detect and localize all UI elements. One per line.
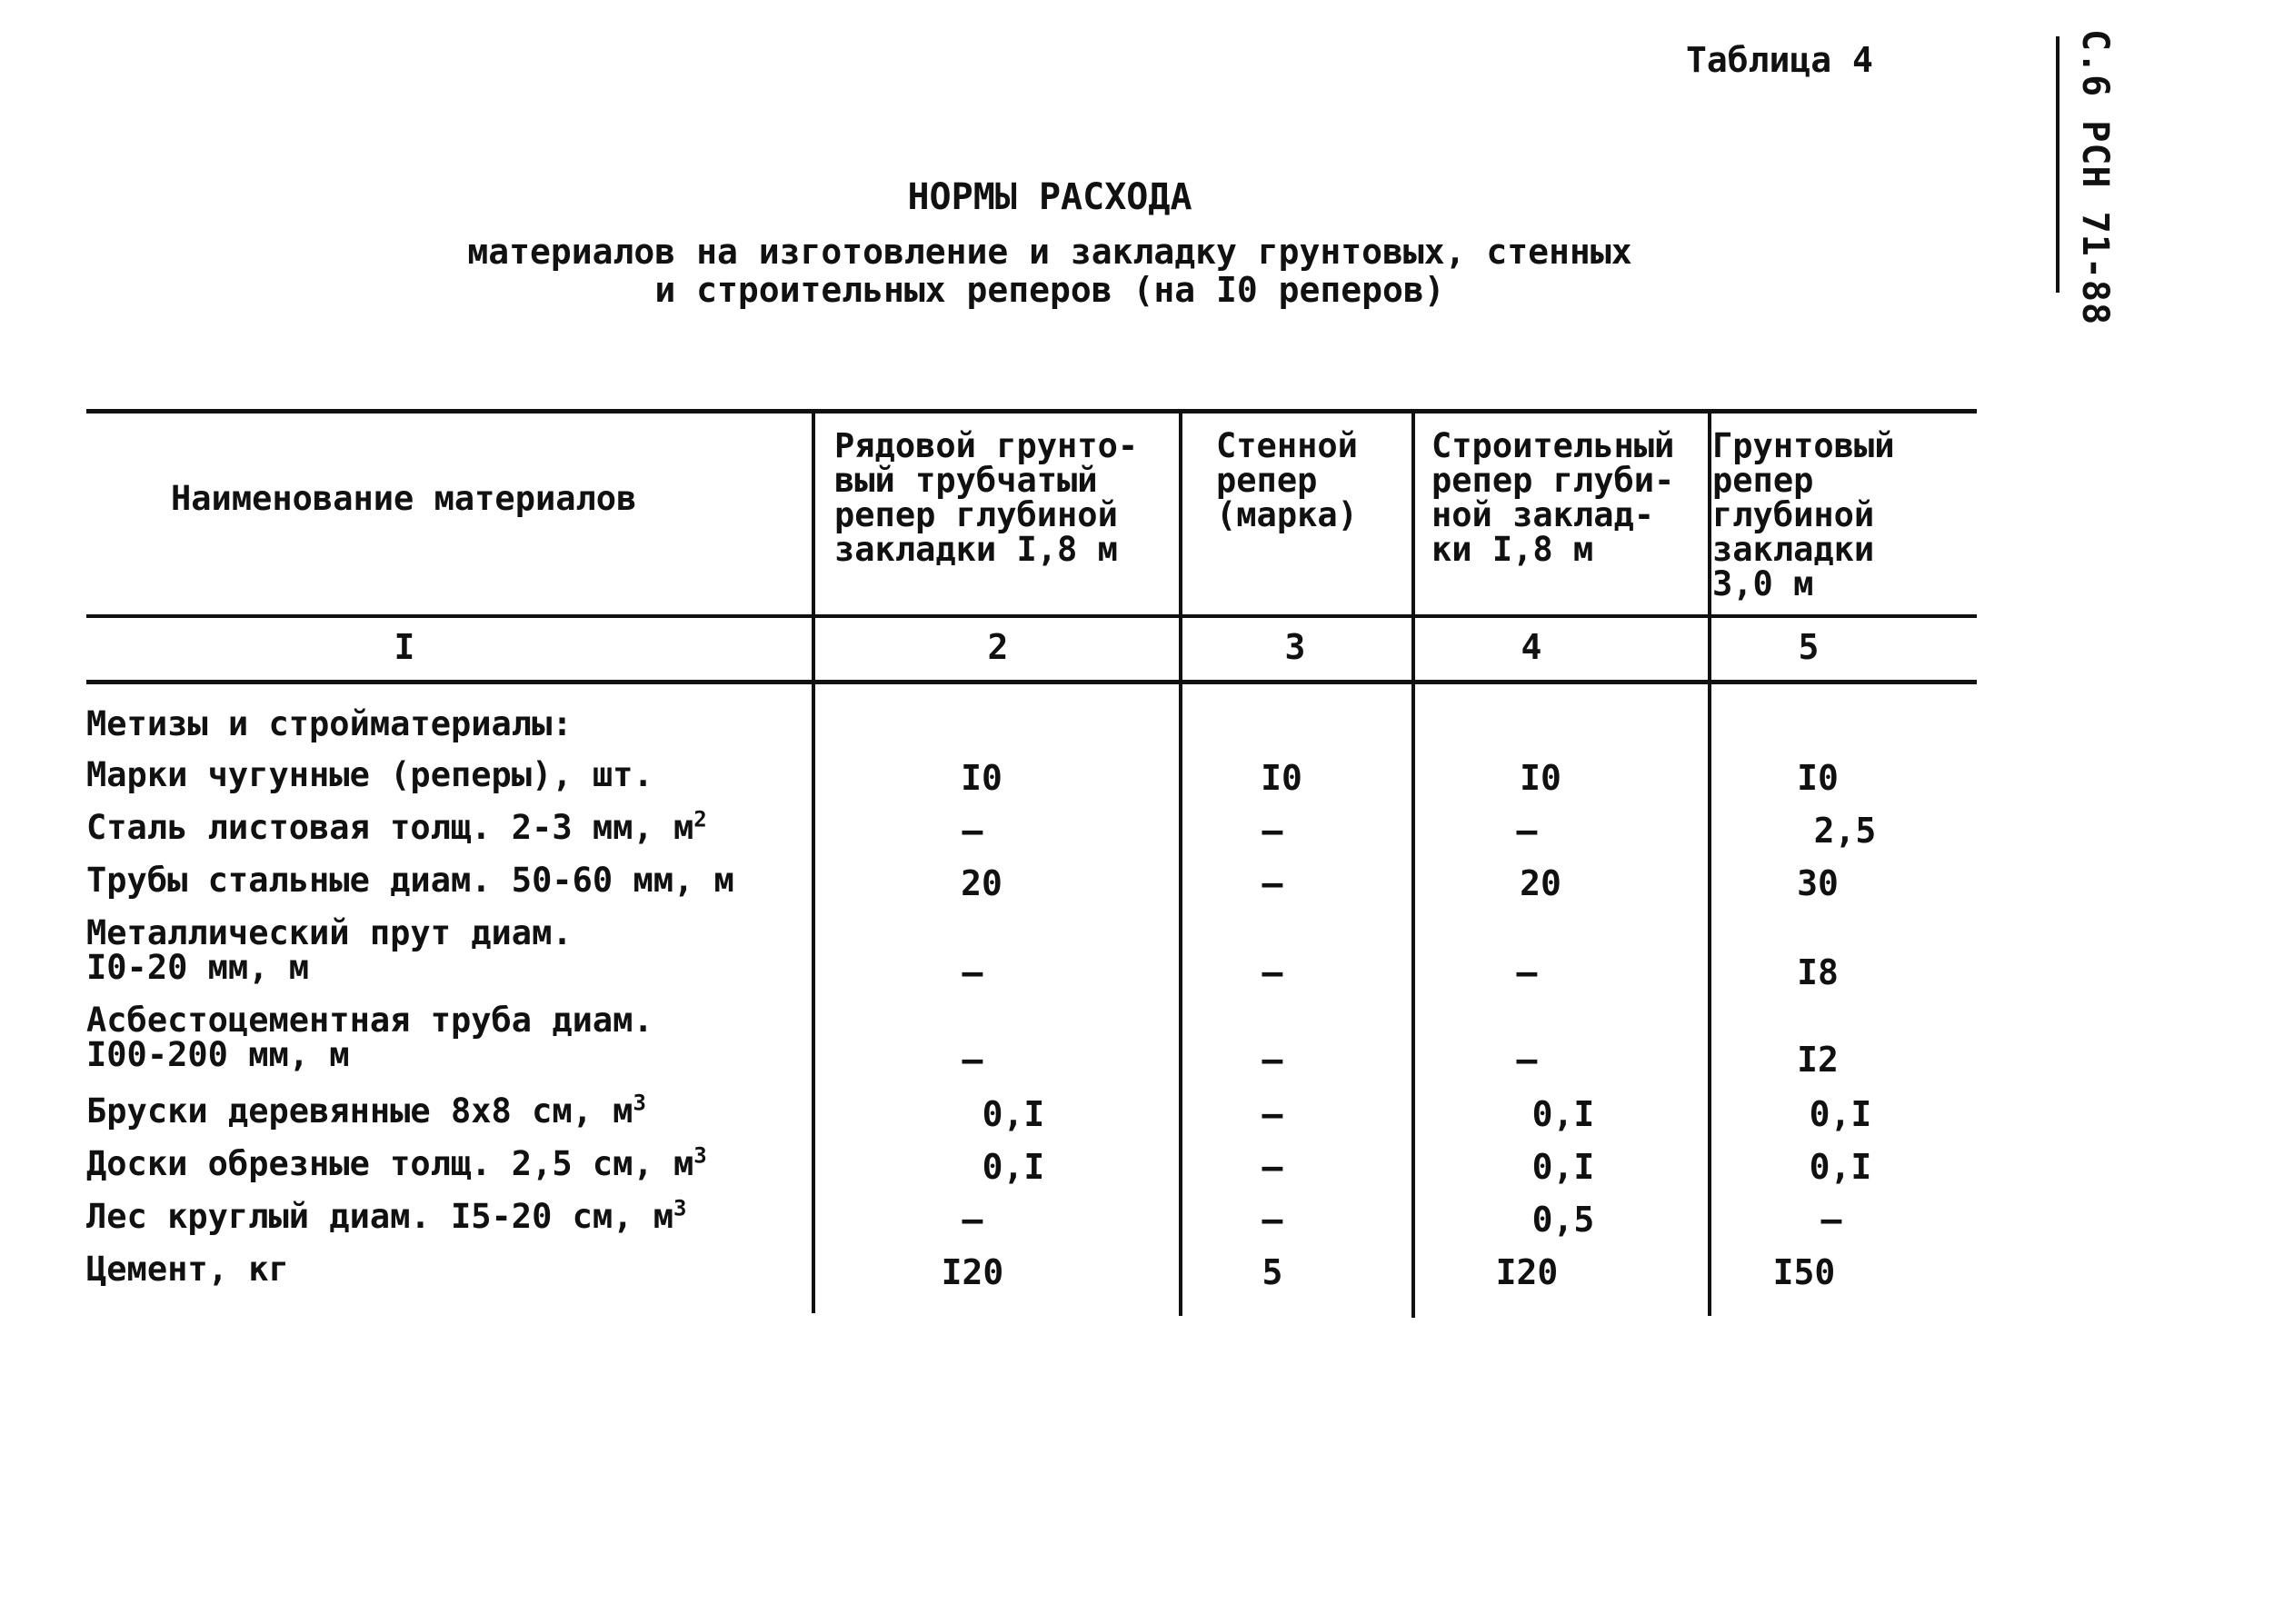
row-value-col5: 30 — [1797, 863, 1839, 903]
row-material-name: Металлический прут диам. I0-20 мм, м — [86, 913, 573, 987]
row-value-col3: – — [1262, 1094, 1283, 1134]
column-number-5: 5 — [1798, 627, 1820, 667]
row-value-col4: 0,I — [1531, 1094, 1595, 1134]
column-number-1: I — [394, 627, 415, 667]
row-value-col2: 20 — [961, 863, 1002, 903]
document-title — [445, 178, 1654, 309]
row-material-name: Сталь листовая толщ. 2-3 мм, $м^2$ — [86, 806, 707, 847]
numbers-bottom-rule — [86, 680, 1977, 684]
row-value-col4: I20 — [1495, 1252, 1559, 1292]
header-bottom-rule — [86, 614, 1977, 618]
section-title: Метизы и стройматериалы: — [86, 704, 573, 743]
row-value-col3: – — [1262, 1040, 1283, 1080]
row-value-col3: – — [1262, 1200, 1283, 1240]
row-value-col5: I2 — [1797, 1040, 1839, 1080]
row-material-name: Марки чугунные (реперы), шт. — [86, 755, 653, 794]
row-value-col2: – — [962, 1040, 983, 1080]
column-divider-3 — [1411, 409, 1415, 1318]
row-value-col5: I8 — [1797, 952, 1839, 992]
row-material-name: Лес круглый диам. I5-20 см, $м^3$ — [86, 1195, 687, 1236]
row-value-col2: – — [962, 1200, 983, 1240]
row-value-col3: 5 — [1262, 1252, 1283, 1292]
row-value-col5: 0,I — [1809, 1147, 1872, 1187]
column-number-2: 2 — [987, 627, 1009, 667]
title-line-3: и строительных реперов (на I0 реперов) — [654, 270, 1445, 310]
row-material-name: Асбестоцементная труба диам. I00-200 мм, м — [86, 1001, 653, 1074]
row-value-col2: 0,I — [982, 1094, 1045, 1134]
column-divider-1 — [812, 409, 815, 1313]
row-value-col5: 0,I — [1809, 1094, 1872, 1134]
row-value-col3: – — [1262, 863, 1283, 903]
row-value-col4: – — [1516, 811, 1538, 851]
header-material-name: Наименование материалов — [171, 479, 637, 518]
title-line-1: НОРМЫ РАСХОДА — [907, 176, 1192, 218]
title-line-2: материалов на изготовление и закладку грунтовых, стенных — [467, 232, 1632, 272]
row-value-col3: – — [1262, 1147, 1283, 1187]
header-ordinary-ground-benchmark: Рядовой грунто- вый трубчатый репер глубиной закладки I,8 м — [834, 426, 1139, 569]
header-wall-benchmark: Стенной репер (марка) — [1216, 426, 1358, 534]
margin-rule — [2056, 36, 2060, 293]
header-construction-benchmark: Строительный репер глуби- ной заклад- ки I,8 м — [1431, 426, 1675, 569]
row-value-col3: I0 — [1261, 758, 1302, 798]
document-code-text: С.6 РСН 71-88 — [2074, 29, 2116, 326]
column-divider-2 — [1179, 409, 1182, 1316]
header-ground-benchmark: Грунтовый репер глубиной закладки 3,0 м — [1712, 426, 1895, 603]
column-divider-4 — [1708, 409, 1711, 1316]
row-value-col4: I0 — [1520, 758, 1561, 798]
row-value-col2: I0 — [961, 758, 1002, 798]
row-value-col4: 0,I — [1531, 1147, 1595, 1187]
row-material-name: Трубы стальные диам. 50-60 мм, м — [86, 861, 734, 900]
row-material-name: Доски обрезные толщ. 2,5 см, $м^3$ — [86, 1142, 707, 1183]
row-value-col4: 0,5 — [1531, 1200, 1595, 1240]
row-value-col3: – — [1262, 811, 1283, 851]
table-label: Таблица 4 — [1686, 40, 1873, 80]
row-material-name: Цемент, кг — [86, 1250, 289, 1289]
column-number-4: 4 — [1521, 627, 1542, 667]
row-value-col5: I0 — [1797, 758, 1839, 798]
row-value-col5: 2,5 — [1813, 811, 1877, 851]
row-material-name: Бруски деревянные 8x8 см, $м^3$ — [86, 1090, 646, 1131]
row-value-col2: – — [962, 952, 983, 992]
row-value-col5: – — [1820, 1200, 1842, 1240]
row-value-col5: I50 — [1772, 1252, 1836, 1292]
row-value-col4: – — [1516, 1040, 1538, 1080]
row-value-col4: 20 — [1520, 863, 1561, 903]
row-value-col3: – — [1262, 952, 1283, 992]
table-top-rule — [86, 409, 1977, 413]
column-number-3: 3 — [1284, 627, 1306, 667]
row-value-col2: 0,I — [982, 1147, 1045, 1187]
row-value-col2: I20 — [941, 1252, 1004, 1292]
row-value-col2: – — [962, 811, 983, 851]
row-value-col4: – — [1516, 952, 1538, 992]
margin-document-code — [2056, 29, 2127, 326]
